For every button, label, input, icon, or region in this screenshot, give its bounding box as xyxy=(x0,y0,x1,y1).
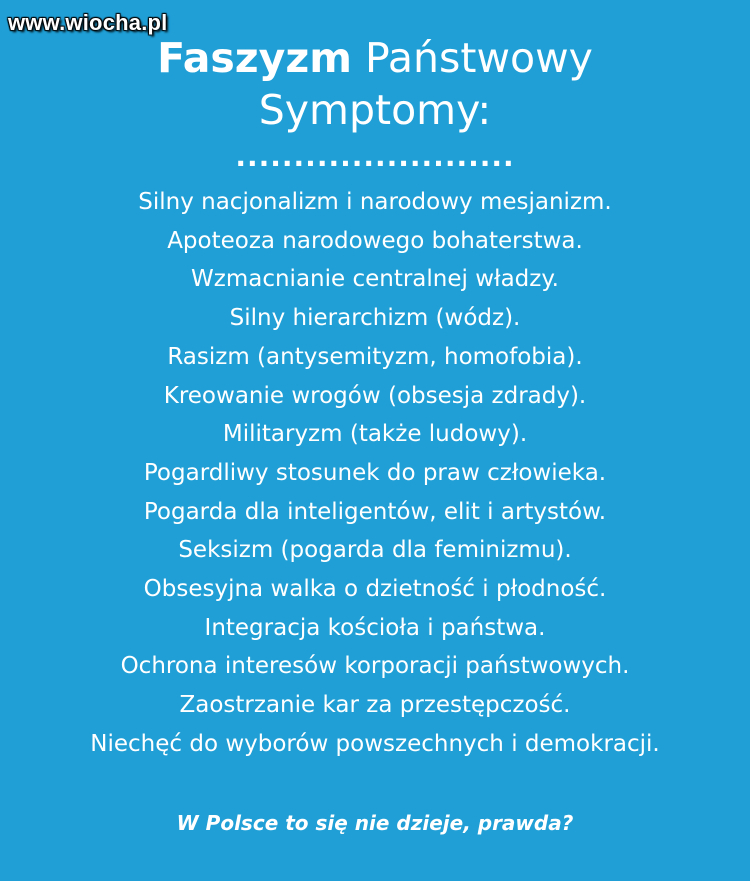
title-line-1 xyxy=(0,32,750,84)
symptom-item: Integracja kościoła i państwa. xyxy=(204,614,546,641)
symptom-item: Pogardliwy stosunek do praw człowieka. xyxy=(143,459,607,486)
symptom-item: Silny nacjonalizm i narodowy mesjanizm. xyxy=(138,189,612,215)
symptom-item: Wzmacnianie centralnej władzy. xyxy=(191,266,559,293)
title-line-2: Symptomy: xyxy=(258,86,492,134)
site-watermark: www.wiocha.pl xyxy=(8,10,168,35)
symptom-item: Apoteoza narodowego bohaterstwa. xyxy=(167,227,583,254)
symptom-item: Kreowanie wrogów (obsesja zdrady). xyxy=(163,382,587,409)
title-bold-word: Faszyzm xyxy=(157,34,352,82)
symptom-item: Ochrona interesów korporacji państwowych. xyxy=(120,653,630,680)
closing-question: W Polsce to się nie dzieje, prawda? xyxy=(176,811,574,835)
symptom-item: Seksizm (pogarda dla feminizmu). xyxy=(178,537,572,564)
symptom-list xyxy=(0,183,750,764)
symptom-item: Pogarda dla inteligentów, elit i artystów. xyxy=(143,498,607,525)
symptom-item: Militaryzm (także ludowy). xyxy=(222,421,528,448)
symptom-item: Obsesyjna walka o dzietność i płodność. xyxy=(143,576,607,603)
title-rest: Państwowy xyxy=(365,34,593,82)
symptom-item: Zaostrzanie kar za przestępczość. xyxy=(179,692,571,719)
symptom-item: Silny hierarchizm (wódz). xyxy=(229,305,521,332)
symptom-item: Niechęć do wyborów powszechnych i demokracji. xyxy=(90,730,660,757)
dotted-divider: ........................ xyxy=(235,140,515,173)
symptom-item: Rasizm (antysemityzm, homofobia). xyxy=(167,343,583,370)
